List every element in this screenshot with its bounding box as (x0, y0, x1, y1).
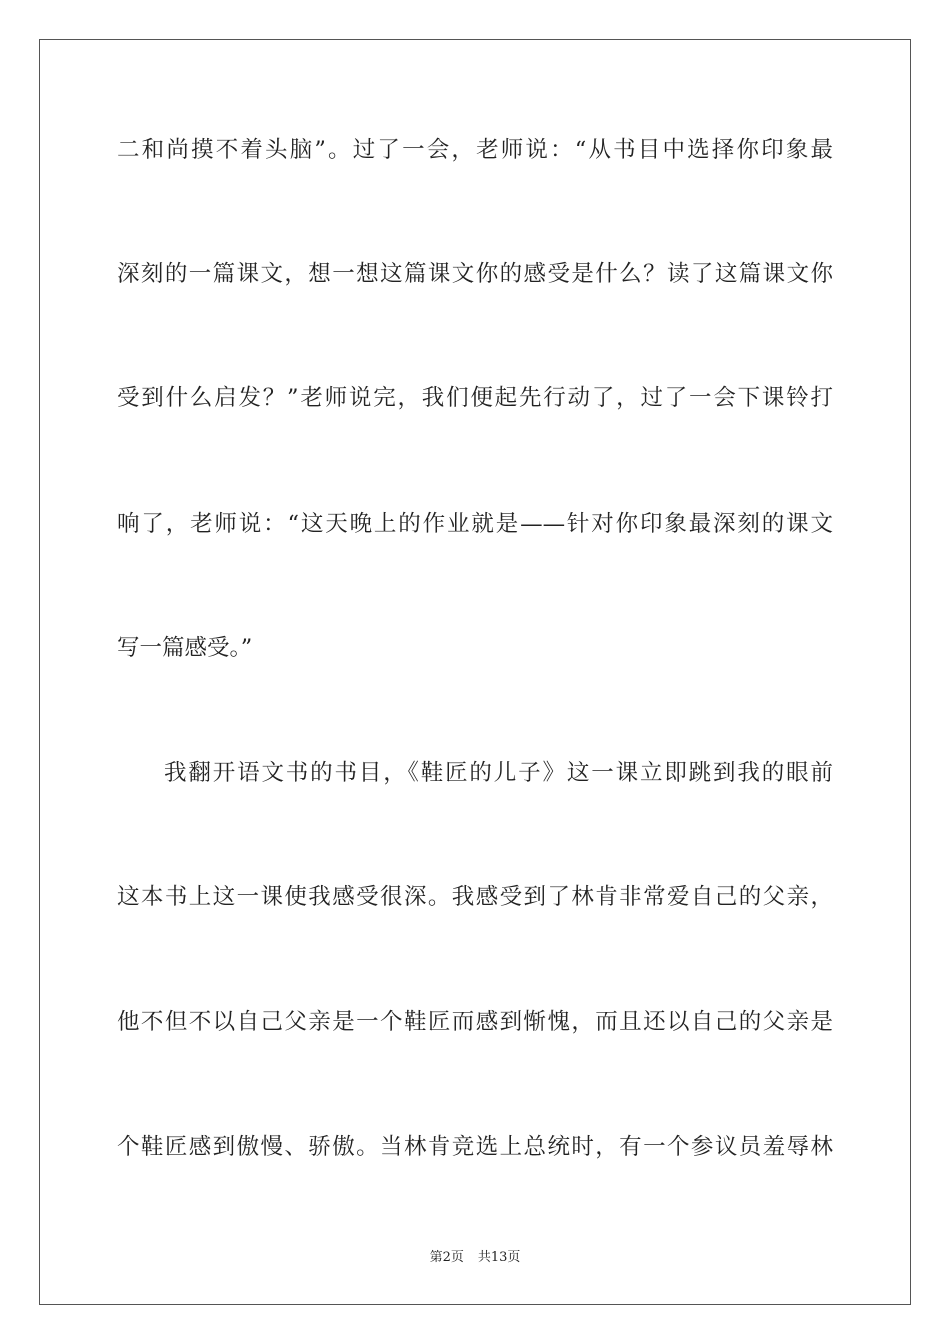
text-line: 这本书上这一课使我感受很深。我感受到了林肯非常爱自己的父亲， (117, 884, 833, 910)
text-line: 深刻的一篇课文，想一想这篇课文你的感受是什么？读了这篇课文你 (117, 261, 833, 287)
text-line: 二和尚摸不着头脑”。过了一会，老师说：“从书目中选择你印象最 (117, 137, 833, 163)
text-line: 受到什么启发？”老师说完，我们便起先行动了，过了一会下课铃打 (117, 385, 833, 411)
page-frame (39, 39, 911, 1305)
text-line: 个鞋匠感到傲慢、骄傲。当林肯竞选上总统时，有一个参议员羞辱林 (117, 1134, 833, 1160)
text-line: 他不但不以自己父亲是一个鞋匠而感到惭愧，而且还以自己的父亲是 (117, 1009, 833, 1035)
paragraph-first-line: 我翻开语文书的书目，《鞋匠的儿子》这一课立即跳到我的眼前 (164, 760, 833, 786)
page-number: 第2页 (429, 1250, 464, 1265)
page-total: 共13页 (477, 1250, 521, 1265)
text-line: 写一篇感受。” (117, 635, 253, 661)
page-footer (0, 1248, 950, 1268)
text-line: 响了，老师说：“这天晚上的作业就是——针对你印象最深刻的课文 (117, 511, 833, 537)
